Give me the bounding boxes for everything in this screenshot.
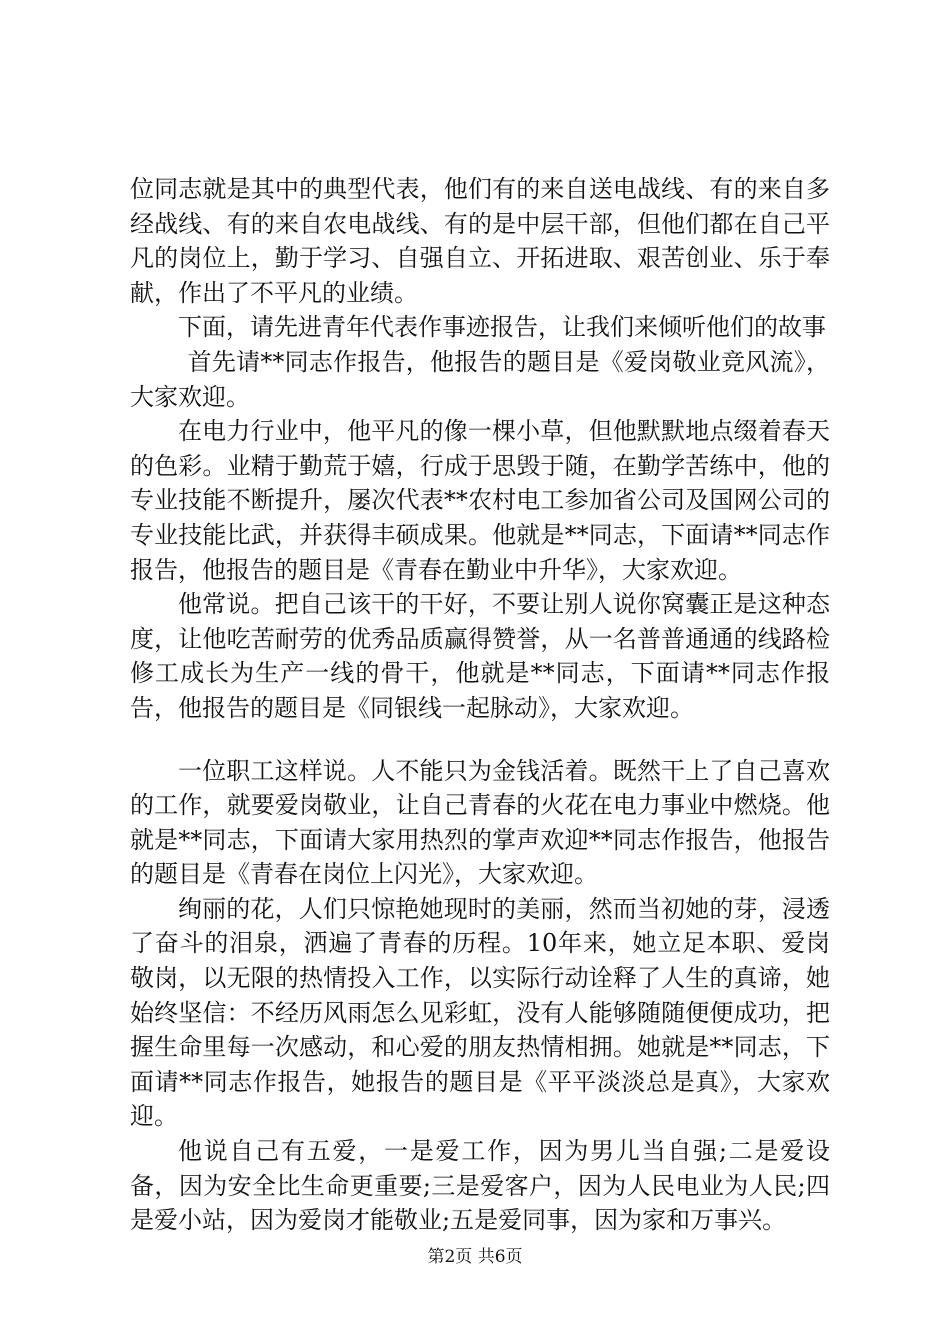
paragraph-6: 一位职工这样说。人不能只为金钱活着。既然干上了自己喜欢的工作，就要爱岗敬业，让自己青春的火花在电力事业中燃烧。他就是**同志，下面请大家用热烈的掌声欢迎**同志作报告，他报告的题目是《青春在岗位上闪光》，大家欢迎。 [130,756,830,889]
paragraph-7: 绚丽的花，人们只惊艳她现时的美丽，然而当初她的芽，浸透了奋斗的泪泉，洒遍了青春的历程。10年来，她立足本职、爱岗敬岗，以无限的热情投入工作，以实际行动诠释了人生的真谛，她始终坚信：不经历风雨怎么见彩虹，没有人能够随随便便成功，把握生命里每一次感动，和心爱的朋友热情相拥。她就是**同志，下面请**同志作报告，她报告的题目是《平平淡淡总是真》，大家欢迎。 [130,894,830,1131]
paragraph-1: 位同志就是其中的典型代表，他们有的来自送电战线、有的来自多经战线、有的来自农电战线、有的是中层干部，但他们都在自己平凡的岗位上，勤于学习、自强自立、开拓进取、艰苦创业、乐于奉献，作出了不平凡的业绩。 [130,175,830,307]
paragraph-8: 他说自己有五爱，一是爱工作，因为男儿当自强;二是爱设备，因为安全比生命更重要;三是爱客户，因为人民电业为人民;四是爱小站，因为爱岗才能敬业;五是爱同事，因为家和万事兴。 [130,1137,830,1235]
paragraph-4: 在电力行业中，他平凡的像一棵小草，但他默默地点缀着春天的色彩。业精于勤荒于嬉，行成于思毁于随，在勤学苦练中，他的专业技能不断提升，屡次代表**农村电工参加省公司及国网公司的专业技能比武，并获得丰硕成果。他就是**同志，下面请**同志作报告，他报告的题目是《青春在勤业中升华》，大家欢迎。 [130,417,830,584]
paragraph-5: 他常说。把自己该干的干好，不要让别人说你窝囊正是这种态度，让他吃苦耐劳的优秀品质赢得赞誉，从一名普普通通的线路检修工成长为生产一线的骨干，他就是**同志，下面请**同志作报告，他报告的题目是《同银线一起脉动》，大家欢迎。 [130,590,830,722]
paragraph-2: 下面，请先进青年代表作事迹报告，让我们来倾听他们的故事 [178,313,826,342]
document-body [130,172,830,1238]
paragraph-3: 首先请**同志作报告，他报告的题目是《爱岗敬业竞风流》，大家欢迎。 [130,347,830,411]
page-number-footer: 第2页 共6页 [427,1247,523,1267]
